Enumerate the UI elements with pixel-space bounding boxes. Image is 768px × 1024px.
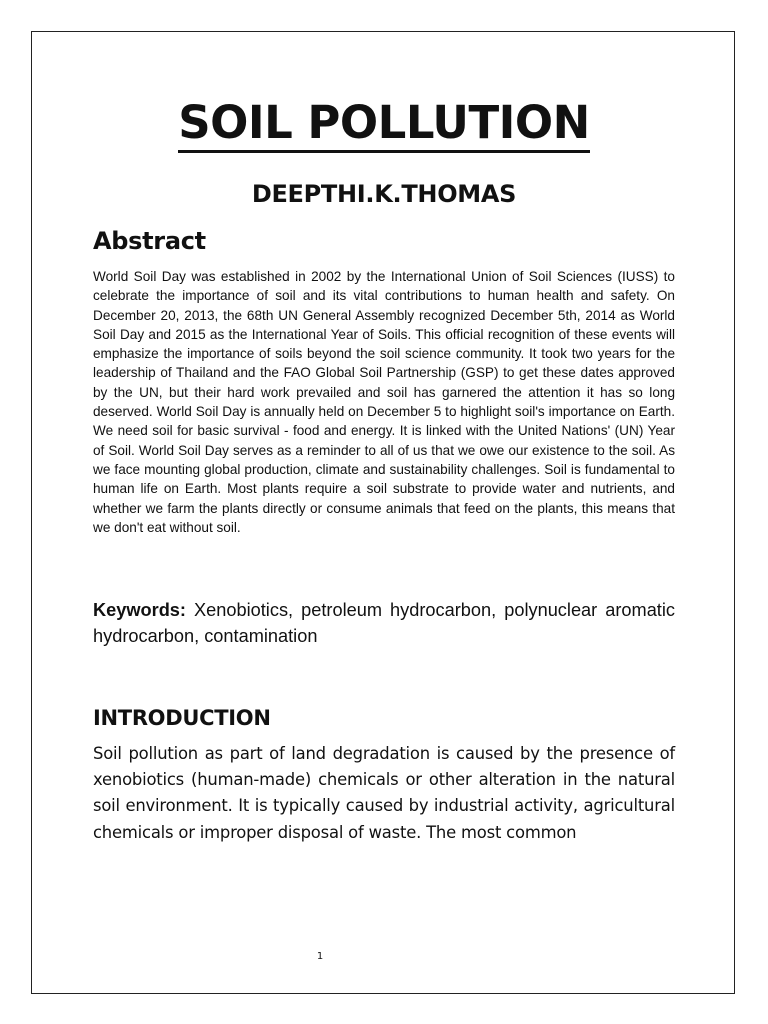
document-title-text: SOIL POLLUTION — [178, 96, 590, 153]
keywords-label: Keywords: — [93, 600, 186, 620]
introduction-body: Soil pollution as part of land degradation is caused by the presence of xenobiotics (human-made) chemicals or other alteration in the natural soil environment. It is typically caused by industrial activity, agricultural chemicals or improper disposal of waste. The most common — [93, 744, 675, 842]
page-number: 1 — [316, 951, 324, 962]
abstract-body: World Soil Day was established in 2002 by the International Union of Soil Sciences (IUSS) to celebrate the importance of soil and its vital contributions to human health and safety. On December 20, 2013, the 68th UN General Assembly recognized December 5th, 2014 as World Soil Day and 2015 as the International Year of Soils. This official recognition of these events will emphasize the importance of soils beyond the soil science community. It took two years for the leadership of Thailand and the FAO Global Soil Partnership (GSP) to get these dates approved by the UN, but their hard work prevailed and soil has garnered the attention it has so long deserved. World Soil Day is annually held on December 5 to highlight soil's importance on Earth. We need soil for basic survival - food and energy. It is linked with the United Nations' (UN) Year of Soil. World Soil Day serves as a reminder to all of us that we owe our existence to the soil. As we face mounting global production, climate and sustainability challenges. Soil is fundamental to human life on Earth. Most plants require a soil substrate to provide water and nutrients, and whether we farm the plants directly or consume animals that feed on the plants, this means that we don't eat without soil. — [93, 269, 675, 535]
abstract-heading: Abstract — [93, 227, 206, 255]
document-title — [0, 94, 768, 153]
author-name: DEEPTHI.K.THOMAS — [251, 180, 517, 208]
keywords-text: Xenobiotics, petroleum hydrocarbon, polynuclear aromatic hydrocarbon, contamination — [93, 600, 675, 646]
introduction-heading: INTRODUCTION — [93, 706, 271, 730]
keywords-paragraph — [93, 597, 675, 649]
